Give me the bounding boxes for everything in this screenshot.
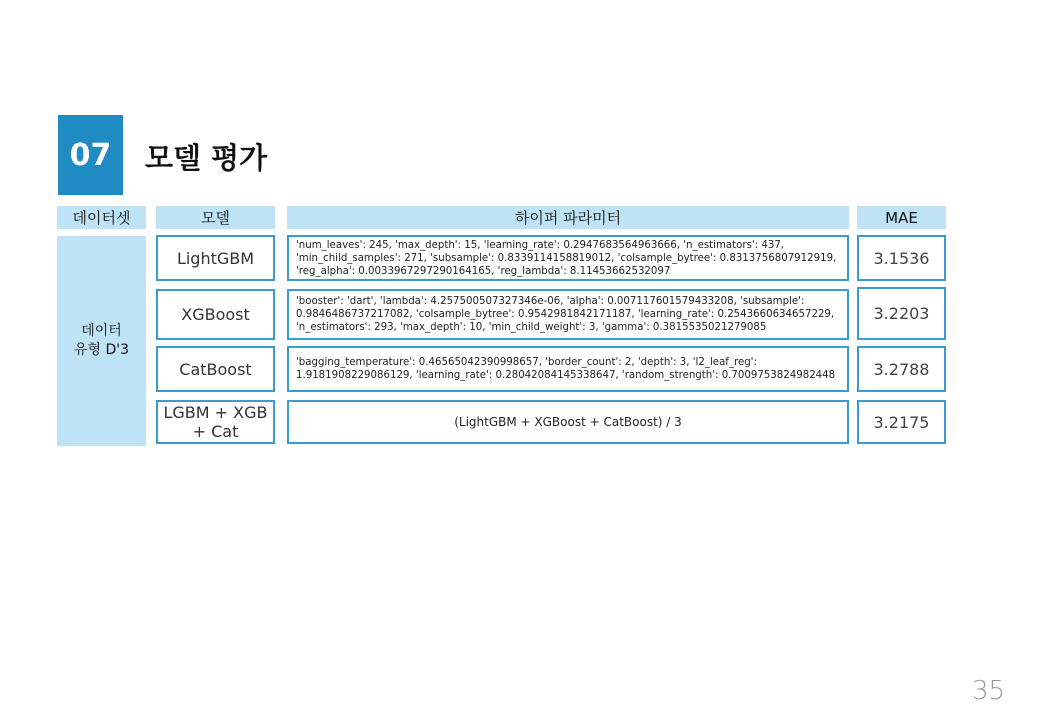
model-name-line2: + Cat [192, 422, 239, 441]
mae-value: 3.2175 [873, 412, 930, 432]
header-mae: MAE [857, 206, 946, 229]
page-number: 35 [972, 676, 1006, 706]
params-text: 'num_leaves': 245, 'max_depth': 15, 'learning_rate': 0.2947683564963666, 'n_estimators': 437, 'min_child_samples': 271, 'subsample': 0.8339114158819012, 'colsample_bytree': 0.8313756807912919, 'reg_alpha': 0.003396729729016416​5, 'reg_lambda': 8.11453662532097 [296, 239, 837, 277]
model-cell-ensemble [156, 400, 275, 444]
mae-value: 3.2788 [873, 359, 930, 379]
header-model: 모델 [156, 206, 275, 229]
model-cell-xgboost [156, 289, 275, 340]
model-name: CatBoost [179, 359, 252, 379]
mae-value: 3.1536 [873, 248, 930, 268]
section-number: 07 [69, 137, 112, 173]
header-params: 하이퍼 파라미터 [287, 206, 849, 229]
page-title: 모델 평가 [145, 141, 268, 175]
dataset-label-line2: 유형 D'3 [73, 342, 130, 358]
dataset-cell [57, 236, 146, 446]
model-cell-catboost [156, 346, 275, 392]
model-cell-lightgbm [156, 235, 275, 281]
mae-cell-catboost [857, 346, 946, 392]
model-name-line1: LGBM + XGB [163, 403, 268, 422]
mae-cell-xgboost [857, 287, 946, 340]
params-cell-catboost [287, 346, 849, 392]
mae-value: 3.2203 [873, 304, 930, 323]
params-cell-ensemble [287, 400, 849, 444]
model-name: LightGBM [176, 248, 255, 268]
section-number-badge [58, 115, 123, 195]
header-dataset: 데이터셋 [57, 206, 146, 229]
dataset-label-line1: 데이터 [81, 323, 122, 339]
params-text: 'bagging_temperature': 0.46565042390998657, 'border_count': 2, 'depth': 3, 'l2_leaf_reg': 1.9181908229086129, 'learning_rate': 0.28042084145338647, 'random_strength': 0.7009753824982448 [296, 357, 836, 381]
mae-cell-lightgbm [857, 235, 946, 281]
params-cell-lightgbm [287, 235, 849, 281]
mae-cell-ensemble [857, 400, 946, 444]
params-cell-xgboost [287, 289, 849, 340]
model-name: XGBoost [181, 305, 250, 324]
params-text: (LightGBM + XGBoost + CatBoost) / 3 [454, 414, 682, 429]
params-text: 'booster': 'dart', 'lambda': 4.257500507327346e-06, 'alpha': 0.007117601579433208, 'subsample': 0.9846486737217082, 'colsample_bytree': 0.9542981842171187, 'learning_rate': 0.2543660634657229, 'n_estimators': 293, 'max_depth': 10, 'min_child_weight': 3, 'gamma': 0.3815535021279085 [296, 296, 835, 333]
